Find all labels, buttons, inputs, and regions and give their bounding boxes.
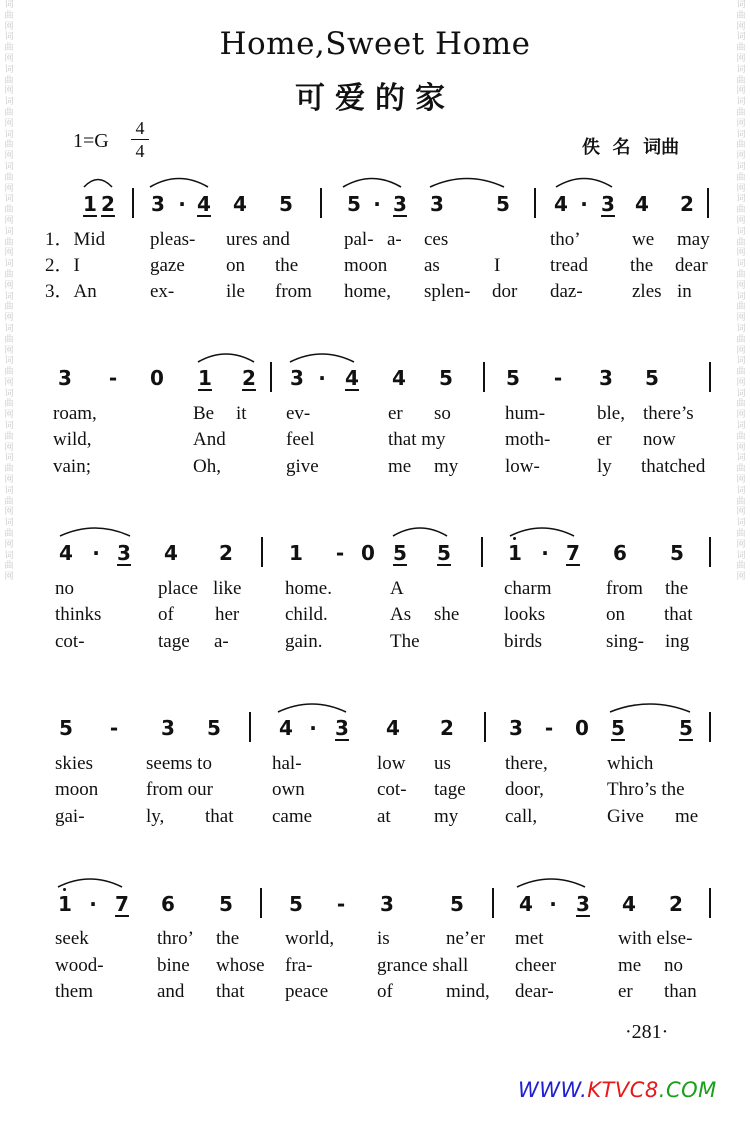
lyric: the	[665, 578, 689, 599]
note: ·	[178, 192, 186, 216]
watermark-url	[518, 1078, 717, 1102]
lyric: us	[434, 753, 451, 774]
lyric: I	[494, 255, 501, 276]
note: 1	[198, 366, 212, 390]
lyric: place	[158, 578, 199, 599]
lyric: call,	[505, 806, 538, 827]
lyric: home.	[285, 578, 332, 599]
lyric: dear-	[515, 981, 554, 1002]
note: 4	[635, 192, 649, 216]
note: -	[335, 541, 345, 565]
note: 0	[150, 366, 164, 390]
lyric: and	[157, 981, 185, 1002]
note: 5	[506, 366, 520, 390]
lyric: my	[434, 806, 459, 827]
lyric: there’s	[643, 403, 694, 424]
lyric: ing	[665, 631, 690, 652]
note: 4	[345, 366, 359, 390]
lyric: tage	[158, 631, 190, 652]
note: 4	[554, 192, 568, 216]
note: 5	[59, 716, 73, 740]
note: 2	[242, 366, 256, 390]
note: 5	[679, 716, 693, 740]
note: 5	[439, 366, 453, 390]
lyric: er	[618, 981, 633, 1002]
note: 3	[576, 892, 590, 916]
note: 4	[59, 541, 73, 565]
note: 4	[164, 541, 178, 565]
note: 3	[161, 716, 175, 740]
lyric: low	[377, 753, 406, 774]
lyric: me	[675, 806, 699, 827]
note: 5	[437, 541, 451, 565]
lyric: came	[272, 806, 313, 827]
lyric: child.	[285, 604, 328, 625]
note: 7	[566, 541, 580, 565]
note: 5	[645, 366, 659, 390]
lyric: ble,	[597, 403, 625, 424]
note: 3	[117, 541, 131, 565]
note: 5	[289, 892, 303, 916]
lyric: tage	[434, 779, 466, 800]
note: 3	[599, 366, 613, 390]
watermark-url-segment: WWW.	[518, 1078, 588, 1102]
lyric: give	[286, 456, 319, 477]
lyric: like	[213, 578, 242, 599]
note: 3	[380, 892, 394, 916]
note: 6	[161, 892, 175, 916]
note: ·	[309, 716, 317, 740]
note: 4	[519, 892, 533, 916]
note: 3	[393, 192, 407, 216]
lyric: sing-	[606, 631, 644, 652]
note: 1	[58, 892, 72, 916]
lyric: a-	[214, 631, 229, 652]
barline	[709, 888, 711, 918]
note: 2	[219, 541, 233, 565]
right-watermark-column: 词曲网词曲网词曲网词曲网词曲网词曲网词曲网词曲网词曲网词曲网词曲网词曲网词曲网词曲网词曲网词曲网词曲网词曲网	[736, 0, 746, 583]
lyric: 2．I	[45, 255, 80, 276]
lyric: from	[275, 281, 312, 302]
watermark-url-segment: KTVC8	[587, 1078, 659, 1102]
lyric: roam,	[53, 403, 97, 424]
lyric: her	[215, 604, 240, 625]
lyric: looks	[504, 604, 546, 625]
note: 5	[393, 541, 407, 565]
note: 2	[680, 192, 694, 216]
note: 3	[430, 192, 444, 216]
lyric: the	[275, 255, 299, 276]
lyric: seems to	[146, 753, 212, 774]
lyric: wood-	[55, 955, 104, 976]
lyric: er	[597, 429, 612, 450]
left-watermark-column: 词曲网词曲网词曲网词曲网词曲网词曲网词曲网词曲网词曲网词曲网词曲网词曲网词曲网词曲网词曲网词曲网词曲网词曲网	[4, 0, 14, 583]
lyric: of	[377, 981, 393, 1002]
note: ·	[541, 541, 549, 565]
barline	[260, 888, 262, 918]
lyric: we	[632, 229, 655, 250]
lyric: And	[193, 429, 226, 450]
note: 5	[450, 892, 464, 916]
note: 4	[197, 192, 211, 216]
lyric: them	[55, 981, 93, 1002]
note: 7	[115, 892, 129, 916]
note: ·	[89, 892, 97, 916]
lyric: so	[434, 403, 451, 424]
note: 5	[219, 892, 233, 916]
lyric: The	[390, 631, 420, 652]
lyric: As	[390, 604, 412, 625]
lyric: door,	[505, 779, 544, 800]
lyric: a-	[387, 229, 402, 250]
note: 3	[335, 716, 349, 740]
lyric: hum-	[505, 403, 546, 424]
barline	[492, 888, 494, 918]
note: 1	[508, 541, 522, 565]
lyric: world,	[285, 928, 335, 949]
lyric: home,	[344, 281, 391, 302]
note: 5	[611, 716, 625, 740]
lyric: of	[158, 604, 174, 625]
note: ·	[92, 541, 100, 565]
lyric: that	[664, 604, 693, 625]
lyric: gaze	[150, 255, 185, 276]
lyric: now	[643, 429, 676, 450]
note: 3	[290, 366, 304, 390]
lyric: charm	[504, 578, 552, 599]
lyric: grance shall	[377, 955, 469, 976]
lyric: ne’er	[446, 928, 486, 949]
lyric: from our	[146, 779, 214, 800]
lyric: me	[618, 955, 642, 976]
note: 4	[386, 716, 400, 740]
note: ·	[373, 192, 381, 216]
key-signature: 1=G	[73, 130, 109, 152]
song-subtitle: 可爱的家	[295, 81, 455, 116]
lyric: 1．Mid	[45, 229, 106, 250]
lyric: feel	[286, 429, 315, 450]
lyric: thatched	[641, 456, 706, 477]
lyric: may	[677, 229, 710, 250]
lyric: met	[515, 928, 544, 949]
lyric: pleas-	[150, 229, 196, 250]
lyric: that	[205, 806, 234, 827]
lyric: Be	[193, 403, 215, 424]
lyric: cot-	[55, 631, 85, 652]
lyric: ures and	[226, 229, 290, 250]
note: -	[336, 892, 346, 916]
note: 5	[207, 716, 221, 740]
watermark-url-segment: .COM	[658, 1078, 717, 1102]
lyric: no	[664, 955, 683, 976]
time-denominator: 4	[135, 141, 145, 161]
lyric: Thro’s the	[607, 779, 685, 800]
lyric: my	[434, 456, 459, 477]
lyric: it	[236, 403, 247, 424]
note: ·	[549, 892, 557, 916]
lyric: ex-	[150, 281, 175, 302]
lyric: wild,	[53, 429, 92, 450]
lyric: low-	[505, 456, 540, 477]
lyric: cheer	[515, 955, 557, 976]
lyric: cot-	[377, 779, 407, 800]
lyric: than	[664, 981, 697, 1002]
lyric: that	[216, 981, 245, 1002]
note: 0	[361, 541, 375, 565]
lyric: skies	[55, 753, 93, 774]
note: 5	[496, 192, 510, 216]
lyric: ly	[597, 456, 612, 477]
note: 2	[669, 892, 683, 916]
note: 4	[279, 716, 293, 740]
lyric: which	[607, 753, 654, 774]
lyric: hal-	[272, 753, 302, 774]
lyric: ev-	[286, 403, 311, 424]
lyric: Give	[607, 806, 644, 827]
note: 4	[233, 192, 247, 216]
note: 4	[622, 892, 636, 916]
lyric: ly,	[146, 806, 165, 827]
lyric: seek	[55, 928, 89, 949]
lyric: at	[377, 806, 391, 827]
note: 6	[613, 541, 627, 565]
note: 2	[101, 192, 115, 216]
lyric: the	[216, 928, 240, 949]
lyric: ces	[424, 229, 449, 250]
note: 1	[289, 541, 303, 565]
lyric: with else-	[618, 928, 693, 949]
lyric: on	[226, 255, 245, 276]
lyric: moon	[55, 779, 99, 800]
lyric: peace	[285, 981, 329, 1002]
lyric: own	[272, 779, 305, 800]
note: 3	[601, 192, 615, 216]
note: 0	[575, 716, 589, 740]
song-title: Home,Sweet Home	[219, 26, 531, 62]
lyric: vain;	[53, 456, 91, 477]
lyric: zles	[632, 281, 662, 302]
lyric: pal-	[344, 229, 374, 250]
note: 3	[151, 192, 165, 216]
lyric: on	[606, 604, 625, 625]
lyric: splen-	[424, 281, 471, 302]
credit-line: 佚 名 词曲	[582, 137, 680, 158]
note: 4	[392, 366, 406, 390]
lyric: in	[677, 281, 692, 302]
note: -	[553, 366, 563, 390]
lyric: is	[377, 928, 390, 949]
time-numerator: 4	[135, 118, 145, 138]
lyric: dor	[492, 281, 518, 302]
lyric: moon	[344, 255, 388, 276]
note: -	[109, 716, 119, 740]
note: 5	[670, 541, 684, 565]
note: ·	[580, 192, 588, 216]
lyric: thro’	[157, 928, 194, 949]
note: 5	[347, 192, 361, 216]
note: ·	[318, 366, 326, 390]
lyric: A	[390, 578, 404, 599]
lyric: the	[630, 255, 654, 276]
note: 2	[440, 716, 454, 740]
lyric: whose	[216, 955, 265, 976]
lyric: as	[424, 255, 440, 276]
lyric: gai-	[55, 806, 85, 827]
note: 3	[58, 366, 72, 390]
lyric: there,	[505, 753, 548, 774]
lyric: no	[55, 578, 74, 599]
lyric: fra-	[285, 955, 313, 976]
lyric: 3．An	[45, 281, 97, 302]
lyric: moth-	[505, 429, 551, 450]
note: 3	[509, 716, 523, 740]
lyric: ile	[226, 281, 245, 302]
lyric: mind,	[446, 981, 490, 1002]
note: -	[544, 716, 554, 740]
lyric: tread	[550, 255, 588, 276]
lyric: Oh,	[193, 456, 221, 477]
lyric: dear	[675, 255, 708, 276]
lyric: birds	[504, 631, 542, 652]
lyric: me	[388, 456, 412, 477]
lyric: thinks	[55, 604, 102, 625]
lyric: er	[388, 403, 403, 424]
lyric: daz-	[550, 281, 583, 302]
note: -	[108, 366, 118, 390]
note: 1	[83, 192, 97, 216]
lyric: gain.	[285, 631, 323, 652]
lyric: that my	[388, 429, 446, 450]
watermark-url-text	[518, 1078, 717, 1102]
lyric: bine	[157, 955, 190, 976]
note: 5	[279, 192, 293, 216]
lyric: tho’	[550, 229, 581, 250]
page-number: ·281·	[625, 1021, 669, 1043]
lyric: from	[606, 578, 643, 599]
lyric: she	[434, 604, 460, 625]
